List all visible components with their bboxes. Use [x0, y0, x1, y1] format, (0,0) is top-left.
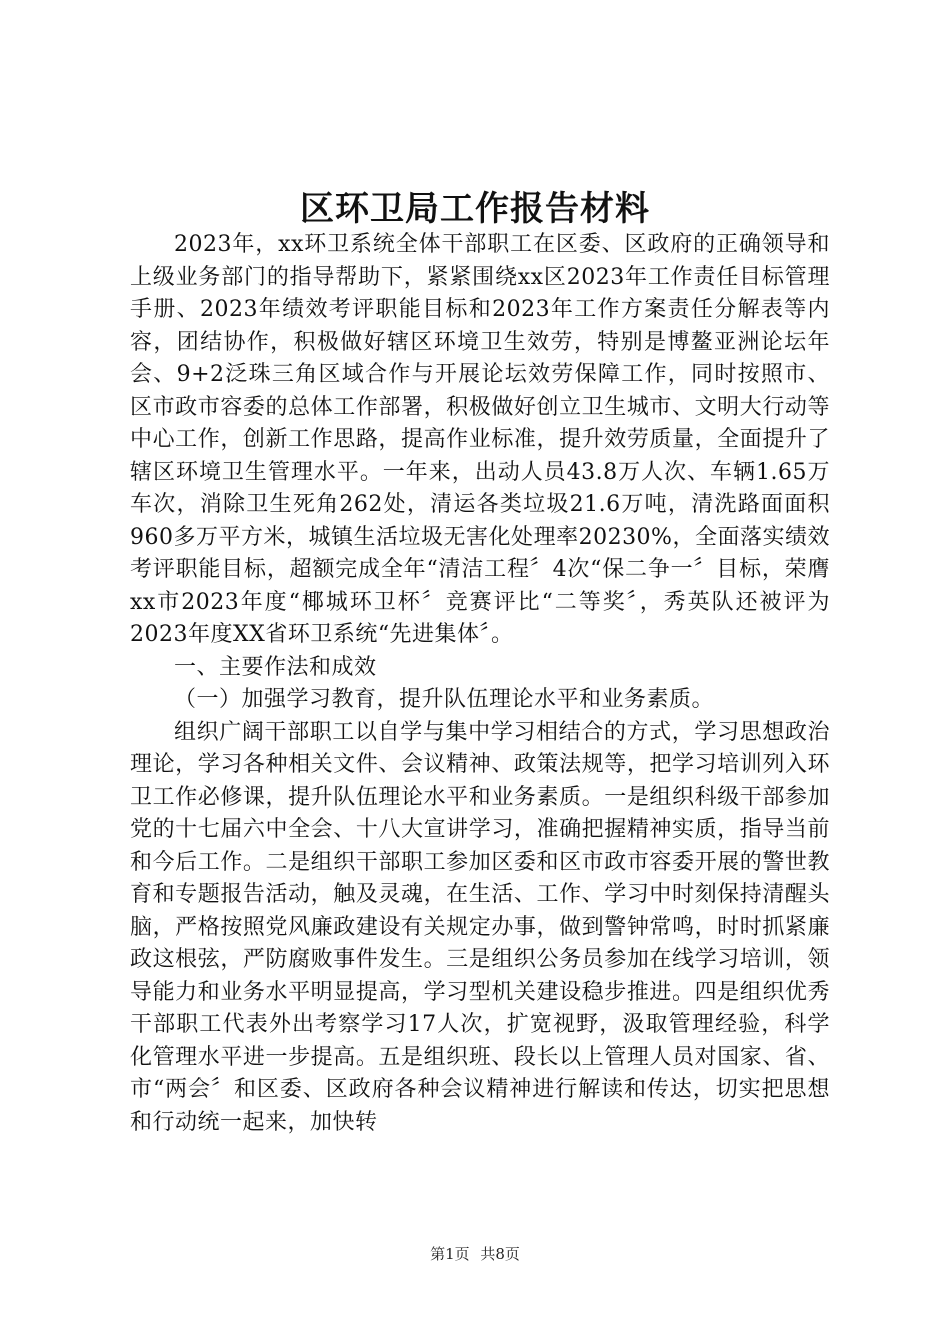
- page-number-current: 第1页: [430, 1245, 470, 1263]
- document-body: [130, 229, 830, 1139]
- page-footer: [0, 1244, 950, 1264]
- paragraph-intro: 2023年，xx环卫系统全体干部职工在区委、区政府的正确领导和上级业务部门的指导帮助下，紧紧围绕xx区2023年工作责任目标管理手册、2023年绩效考评职能目标和2023年工作方案责任分解表等内容，团结协作，积极做好辖区环境卫生效劳，特别是博鳌亚洲论坛年会、9+2泛珠三角区域合作与开展论坛效劳保障工作，同时按照市、区市政市容委的总体工作部署，积极做好创立卫生城市、文明大行动等中心工作，创新工作思路，提高作业标准，提升效劳质量，全面提升了辖区环境卫生管理水平。一年来，出动人员43.8万人次、车辆1.65万车次，消除卫生死角262处，清运各类垃圾21.6万吨，清洗路面面积960多万平方米，城镇生活垃圾无害化处理率20230%，全面落实绩效考评职能目标，超额完成全年“清洁工程〞4次“保二争一〞目标，荣膺xx市2023年度“椰城环卫杯〞竞赛评比“二等奖〞，秀英队还被评为2023年度XX省环卫系统“先进集体〞。: [130, 232, 830, 647]
- page-number-total: 共8页: [480, 1245, 520, 1263]
- subsection-heading: （一）加强学习教育，提升队伍理论水平和业务素质。: [174, 687, 715, 712]
- document-title: 区环卫局工作报告材料: [300, 189, 650, 229]
- paragraph-study: 组织广阔干部职工以自学与集中学习相结合的方式，学习思想政治理论，学习各种相关文件、会议精神、政策法规等，把学习培训列入环卫工作必修课，提升队伍理论水平和业务素质。一是组织科级干部参加党的十七届六中全会、十八大宣讲学习，准确把握精神实质，指导当前和今后工作。二是组织干部职工参加区委和区市政市容委开展的警世教育和专题报告活动，触及灵魂，在生活、工作、学习中时刻保持清醒头脑，严格按照党风廉政建设有关规定办事，做到警钟常鸣，时时抓紧廉政这根弦，严防腐败事件发生。三是组织公务员参加在线学习培训，领导能力和业务水平明显提高，学习型机关建设稳步推进。四是组织优秀干部职工代表外出考察学习17人次，扩宽视野，汲取管理经验，科学化管理水平进一步提高。五是组织班、段长以上管理人员对国家、省、市“两会〞和区委、区政府各种会议精神进行解读和传达，切实把思想和行动统一起来，加快转: [130, 719, 830, 1135]
- section-heading: 一、主要作法和成效: [174, 654, 377, 680]
